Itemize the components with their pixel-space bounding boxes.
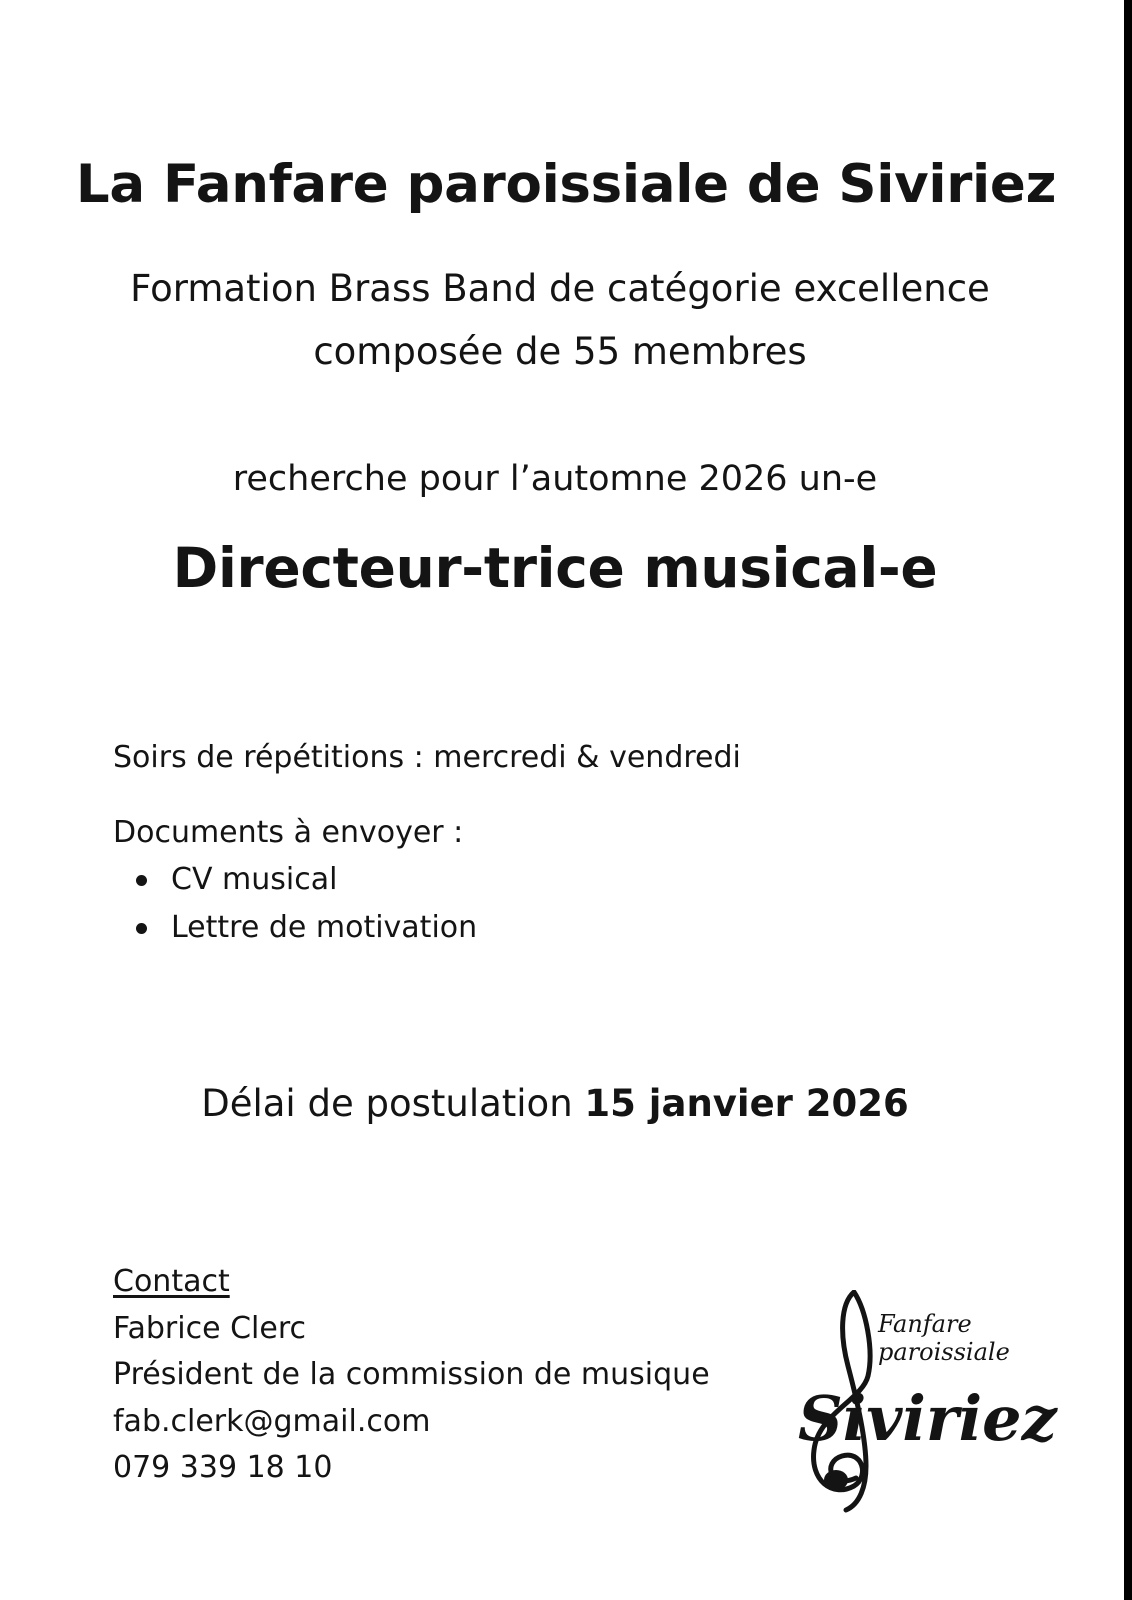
contact-name: Fabrice Clerc (113, 1310, 306, 1346)
contact-phone: 079 339 18 10 (113, 1450, 333, 1485)
document-item-cv: CV musical (171, 862, 338, 897)
documents-label: Documents à envoyer : (113, 815, 464, 850)
logo-name: Siviriez (798, 1382, 1057, 1455)
search-text: recherche pour l’automne 2026 un-e (232, 459, 878, 499)
list-item (113, 862, 477, 910)
deadline (0, 1082, 1110, 1125)
position-title: Directeur-trice musical-e (172, 536, 938, 600)
contact-email[interactable]: fab.clerk@gmail.com (113, 1403, 431, 1439)
bullet-icon (136, 923, 147, 934)
rehearsal-days: Soirs de répétitions : mercredi & vendredi (113, 740, 741, 775)
contact-role: Président de la commission de musique (113, 1357, 710, 1392)
document-item-letter: Lettre de motivation (171, 910, 478, 945)
subtitle-line-1: Formation Brass Band de catégorie excellence (130, 267, 990, 310)
fanfare-logo (770, 1290, 1070, 1520)
clef-dot-icon (824, 1470, 848, 1490)
subtitle-line-2: composée de 55 membres (313, 330, 807, 373)
logo-line-1: Fanfare (878, 1310, 972, 1338)
poster-title: La Fanfare paroissiale de Siviriez (75, 154, 1057, 215)
deadline-label: Délai de postulation (201, 1082, 573, 1125)
bullet-icon (136, 875, 147, 886)
logo-line-2: paroissiale (878, 1338, 1010, 1366)
contact-heading: Contact (113, 1264, 230, 1299)
subtitle (0, 257, 1120, 383)
deadline-date: 15 janvier 2026 (584, 1082, 909, 1125)
list-item (113, 910, 477, 958)
contact-block (113, 1259, 710, 1492)
documents-list (113, 862, 477, 958)
